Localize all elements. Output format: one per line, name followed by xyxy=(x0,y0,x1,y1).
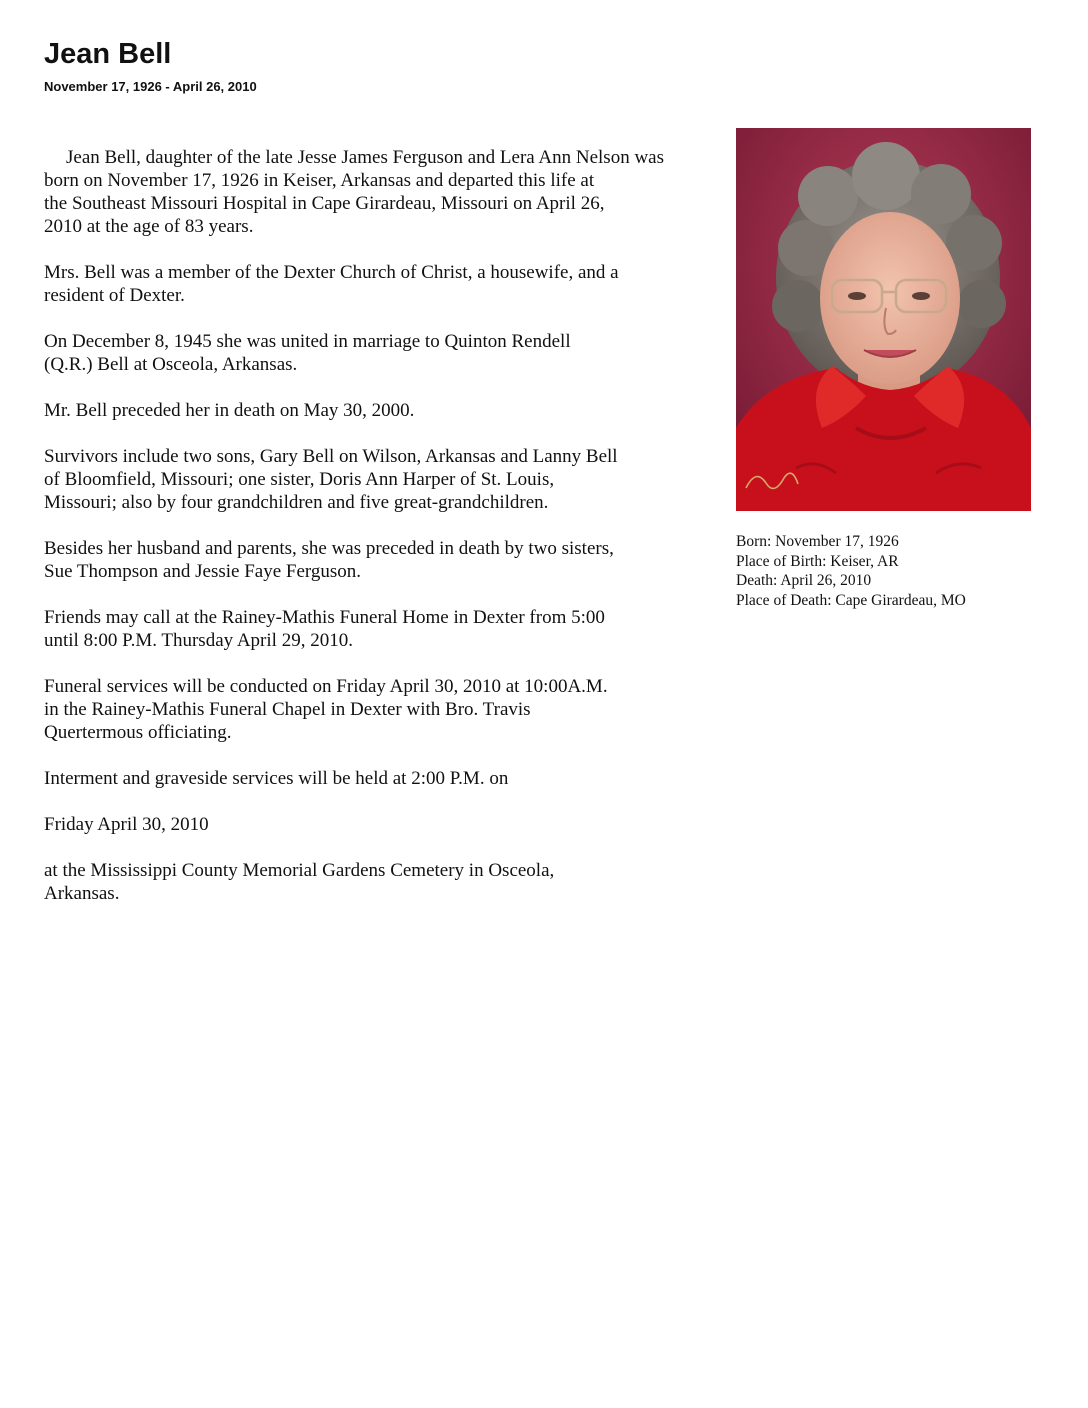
text-line: born on November 17, 1926 in Keiser, Arkansas and departed this life at xyxy=(44,170,595,191)
text-line: Arkansas. xyxy=(44,883,120,904)
paragraph-cemetery xyxy=(44,859,744,905)
paragraph-visitation xyxy=(44,606,744,652)
text-line: Mr. Bell preceded her in death on May 30, 2000. xyxy=(44,400,415,421)
text-line: Jean Bell, daughter of the late Jesse James Ferguson and Lera Ann Nelson was xyxy=(66,147,664,168)
text-line: Sue Thompson and Jessie Faye Ferguson. xyxy=(44,561,362,582)
paragraph-husband xyxy=(44,399,744,422)
text-line: 2010 at the age of 83 years. xyxy=(44,216,254,237)
portrait-illustration xyxy=(736,128,1031,511)
text-line: Funeral services will be conducted on Friday April 30, 2010 at 10:00A.M. xyxy=(44,676,608,697)
death-date: Death: April 26, 2010 xyxy=(736,572,872,589)
paragraph-funeral xyxy=(44,675,744,744)
birth-date: Born: November 17, 1926 xyxy=(736,533,899,550)
death-place: Place of Death: Cape Girardeau, MO xyxy=(736,591,966,609)
text-line: of Bloomfield, Missouri; one sister, Doris Ann Harper of St. Louis, xyxy=(44,469,555,490)
paragraph-interment xyxy=(44,767,744,790)
text-line: Interment and graveside services will be held at 2:00 P.M. on xyxy=(44,768,509,789)
paragraph-membership xyxy=(44,261,744,307)
text-line: Besides her husband and parents, she was preceded in death by two sisters, xyxy=(44,538,614,559)
text-line: Friends may call at the Rainey-Mathis Funeral Home in Dexter from 5:00 xyxy=(44,607,605,628)
text-line: (Q.R.) Bell at Osceola, Arkansas. xyxy=(44,354,298,375)
portrait-photo xyxy=(736,128,1031,511)
text-line: the Southeast Missouri Hospital in Cape Girardeau, Missouri on April 26, xyxy=(44,193,605,214)
text-line: at the Mississippi County Memorial Gardens Cemetery in Osceola, xyxy=(44,860,555,881)
paragraph-marriage xyxy=(44,330,744,376)
text-line: Mrs. Bell was a member of the Dexter Church of Christ, a housewife, and a xyxy=(44,262,619,283)
obituary-text xyxy=(44,146,744,928)
text-line: Quertermous officiating. xyxy=(44,722,232,743)
text-line: Survivors include two sons, Gary Bell on Wilson, Arkansas and Lanny Bell xyxy=(44,446,618,467)
paragraph-interment-date xyxy=(44,813,744,836)
text-line: in the Rainey-Mathis Funeral Chapel in Dexter with Bro. Travis xyxy=(44,699,531,720)
paragraph-survivors xyxy=(44,445,744,514)
text-line: Missouri; also by four grandchildren and five great-grandchildren. xyxy=(44,492,549,513)
page-title: Jean Bell xyxy=(44,38,172,70)
text-line: until 8:00 P.M. Thursday April 29, 2010. xyxy=(44,630,353,651)
vital-facts xyxy=(736,532,966,610)
birth-place: Place of Birth: Keiser, AR xyxy=(736,552,899,570)
text-line: Friday April 30, 2010 xyxy=(44,814,209,835)
life-dates: November 17, 1926 - April 26, 2010 xyxy=(44,79,257,94)
paragraph-parents xyxy=(44,146,744,238)
paragraph-preceded xyxy=(44,537,744,583)
text-line: resident of Dexter. xyxy=(44,285,185,306)
text-line: On December 8, 1945 she was united in marriage to Quinton Rendell xyxy=(44,331,571,352)
